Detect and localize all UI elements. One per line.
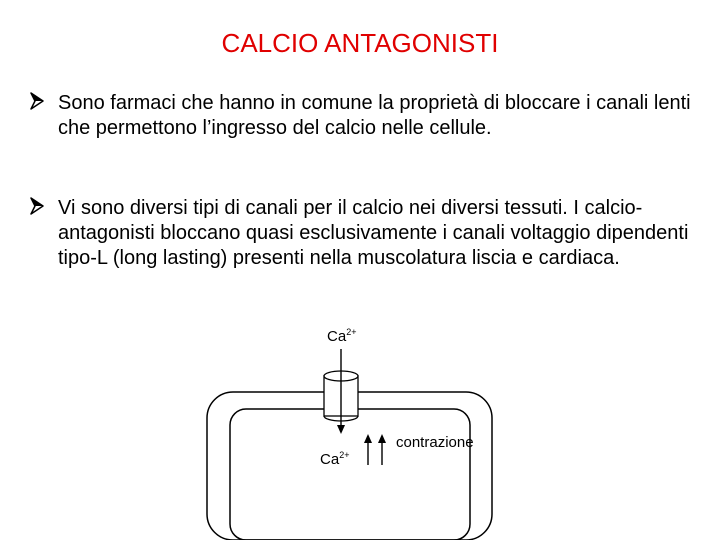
bullet-text-2: Vi sono diversi tipi di canali per il calcio nei diversi tessuti. I calcio-antagonisti bloccano quasi esclusivamente i canali voltaggio dipendenti tipo-L (long lasting) presenti nella muscolatura liscia e cardiaca. — [58, 197, 689, 269]
calcium-outside-label: $Ca^{2+}$ — [327, 327, 357, 345]
page-title: CALCIO ANTAGONISTI — [221, 28, 499, 58]
calcium-inside-label: $Ca^{2+}$ — [320, 450, 350, 468]
cell-inner-membrane — [230, 409, 470, 540]
contraction-label: contrazione — [396, 434, 474, 451]
bullet-text-1: Sono farmaci che hanno in comune la proprietà di bloccare i canali lenti che permettono l’ingresso del calcio nelle cellule. — [58, 92, 691, 139]
contraction-arrows — [364, 434, 386, 465]
